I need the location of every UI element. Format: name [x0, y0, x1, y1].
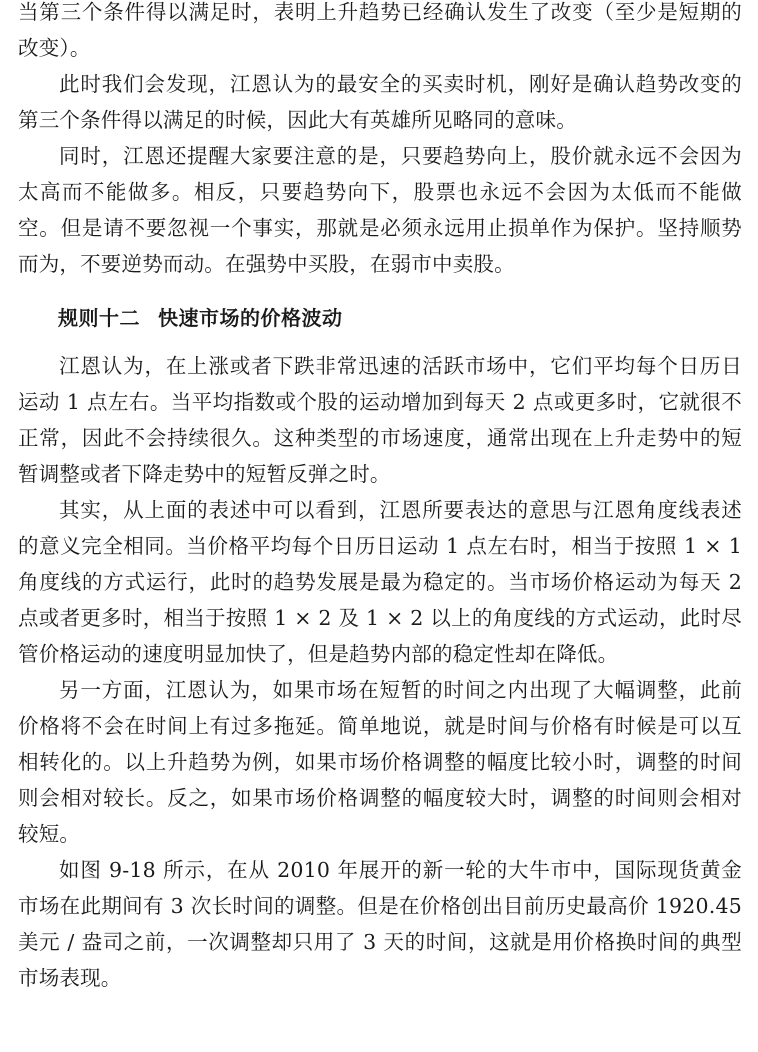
paragraph: 此时我们会发现，江恩认为的最安全的买卖时机，刚好是确认趋势改变的第三个条件得以满足的时候，因此大有英雄所见略同的意味。 [18, 72, 742, 132]
paragraph: 如图 9-18 所示，在从 2010 年展开的新一轮的大牛市中，国际现货黄金市场在此期间有 3 次长时间的调整。但是在价格创出目前历史最高价 1920.45 美元 / 盎司之前，一次调整却只用了 3 天的时间，这就是用价格换时间的典型市场表现。 [18, 858, 742, 990]
text-block-top [18, 0, 742, 282]
text-block-bottom [18, 348, 742, 996]
section-title: 快速市场的价格波动 [158, 306, 343, 330]
paragraph: 同时，江恩还提醒大家要注意的是，只要趋势向上，股价就永远不会因为太高而不能做多。相反，只要趋势向下，股票也永远不会因为太低而不能做空。但是请不要忽视一个事实，那就是必须永远用止损单作为保护。坚持顺势而为，不要逆势而动。在强势中买股，在弱市中卖股。 [18, 144, 742, 276]
section-heading [18, 300, 742, 336]
section-number: 规则十二 [58, 306, 140, 330]
paragraph-continued: 当第三个条件得以满足时，表明上升趋势已经确认发生了改变（至少是短期的改变）。 [18, 0, 742, 60]
paragraph: 江恩认为，在上涨或者下跌非常迅速的活跃市场中，它们平均每个日历日运动 1 点左右。当平均指数或个股的运动增加到每天 2 点或更多时，它就很不正常，因此不会持续很久。这种类型的市场速度，通常出现在上升走势中的短暂调整或者下降走势中的短暂反弹之时。 [18, 354, 742, 486]
paragraph: 其实，从上面的表述中可以看到，江恩所要表达的意思与江恩角度线表述的意义完全相同。当价格平均每个日历日运动 1 点左右时，相当于按照 1 × 1 角度线的方式运行，此时的趋势发展是最为稳定的。当市场价格运动为每天 2 点或者更多时，相当于按照 1 × 2 及 1 × 2 以上的角度线的方式运动，此时尽管价格运动的速度明显加快了，但是趋势内部的稳定性却在降低。 [18, 498, 742, 666]
paragraph: 另一方面，江恩认为，如果市场在短暂的时间之内出现了大幅调整，此前价格将不会在时间上有过多拖延。简单地说，就是时间与价格有时候是可以互相转化的。以上升趋势为例，如果市场价格调整的幅度比较小时，调整的时间则会相对较长。反之，如果市场价格调整的幅度较大时，调整的时间则会相对较短。 [18, 678, 742, 846]
